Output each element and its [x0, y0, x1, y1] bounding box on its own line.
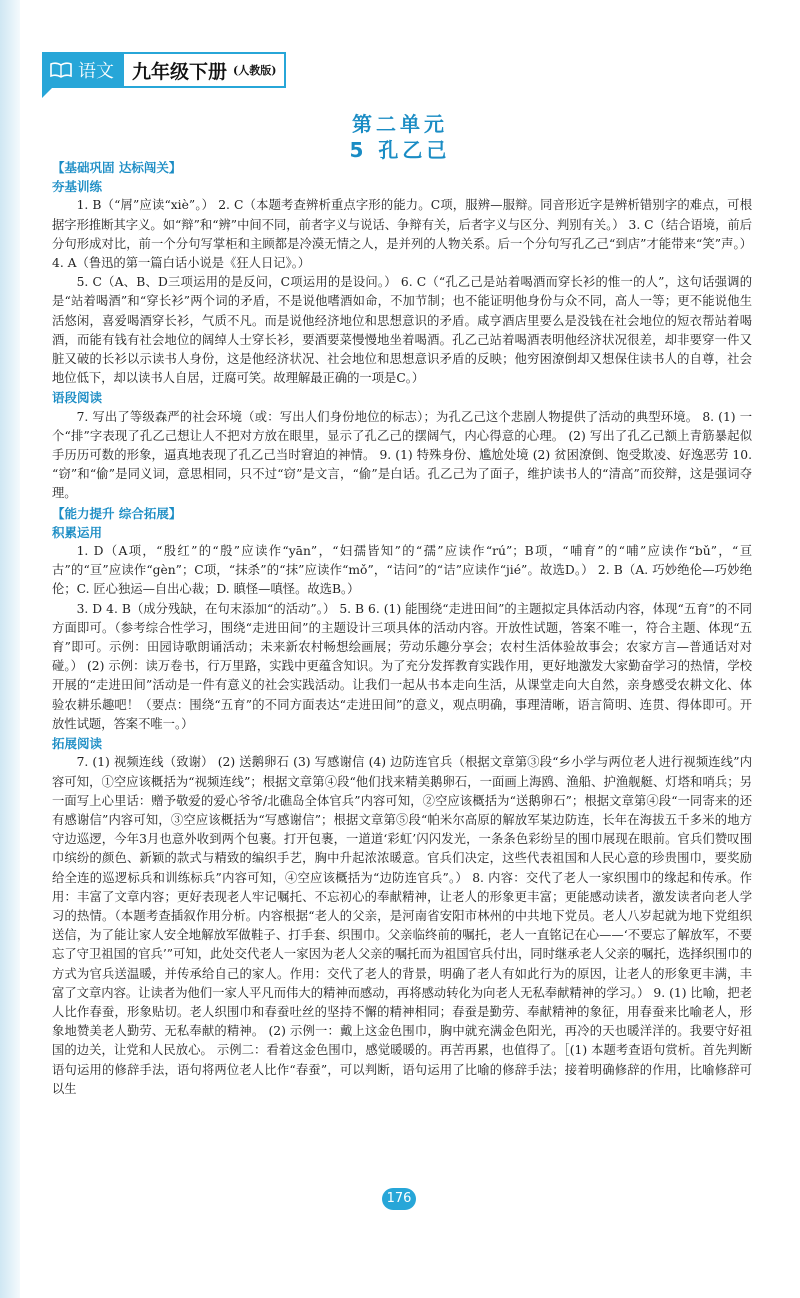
answer-paragraph: 1. B（“屑”应读“xiè”。） 2. C（本题考查辨析重点字形的能力。C项，服辨—服辩。同音形近字是辨析错别字的难点，可根据字形推断其字义。如“辩”和“辨”中间不同，前者字义与说话、争辩有关，后者字义与区分、判别有关。） 3. C（结合语境，前后分句形成对比，前一个分句写掌柜和主顾都是冷漠无情之人，是并列的人物关系。后一个分句写孔乙己“到店”才能带来“笑”声。） 4. A（鲁迅的第一篇白话小说是《狂人日记》。） — [52, 198, 752, 271]
subsection-heading: 拓展阅读 — [52, 736, 103, 752]
answer-section — [52, 158, 752, 388]
grade-label: 九年级下册 — [132, 60, 228, 83]
answer-section — [52, 388, 752, 503]
answer-section — [52, 734, 752, 1099]
subject-badge — [42, 52, 124, 88]
answer-paragraph: 7. 写出了等级森严的社会环境（或：写出人们身份地位的标志）；为孔乙己这个悲剧人物提供了活动的典型环境。 8. (1) 一个“排”字表现了孔乙己想让人不把对方放在眼里，显示了孔乙己的摆阔气，内心得意的心理。 (2) 写出了孔乙己额上青筋暴起似手历历可数的形象，逼真地表现了孔乙己当时窘迫的神情。 9. (1) 特殊身份、尴尬处境 (2) 贫困潦倒、饱受欺凌、好逸恶劳 10. “窃”和“偷”是同义词，意思相同，只不过“窃”是文言，“偷”是白话。孔乙己为了面子，维护读书人的“清高”而狡辩，这是强词夺理。 — [52, 409, 752, 501]
open-book-icon — [50, 62, 72, 78]
answer-section — [52, 504, 752, 734]
subsection-heading: 语段阅读 — [52, 390, 103, 406]
subject-label: 语文 — [78, 61, 114, 82]
header-tab-corner — [42, 88, 52, 98]
section-bar-label: 【基础巩固 达标闯关】 — [52, 160, 182, 175]
subsection-heading: 夯基训练 — [52, 179, 103, 195]
answer-content — [52, 158, 752, 1099]
answer-paragraph: 1. D（A项，“殷红”的“殷”应读作“yān”，“妇孺皆知”的“孺”应读作“rú”；B项，“哺育”的“哺”应读作“bǔ”，“亘古”的“亘”应读作“gèn”；C项，“抹杀”的“抹”应读作“mǒ”，“诘问”的“诘”应读作“jié”。故选D。） 2. B（A. 巧妙绝伦—巧妙绝伦；C. 匠心独运—自出心裁；D. 瞋怪—嗔怪。故选B。） — [52, 544, 752, 597]
page-header — [42, 52, 286, 88]
unit-title: 第二单元 — [352, 112, 448, 136]
section-bar-label: 【能力提升 综合拓展】 — [52, 505, 182, 521]
left-margin-stripe — [0, 0, 20, 1298]
answer-paragraph: 5. C（A、B、D三项运用的是反问，C项运用的是设问。） 6. C（“孔乙己是站着喝酒而穿长衫的惟一的人”，这句话强调的是“站着喝酒”和“穿长衫”两个词的矛盾，不是说他嗜酒如命，不加节制；也不能证明他身份与众不同，高人一等；更不能说他生活悠闲，喜爱喝酒穿长衫，气质不凡。而是说他经济地位和思想意识的矛盾。咸亨酒店里要么是没钱在社会地位的短衣帮站着喝酒，而能有钱有社会地位的阔绰人士穿长衫，要酒要菜慢慢地坐着喝酒。孔乙己站着喝酒表明他经济状况很差，却非要穿一件又脏又破的长衫以示读书人身份，这是他经济状况、社会地位和思想意识矛盾的反映；他穷困潦倒却又想保住读书人的自尊，社会地位低下，却以读书人自居，迂腐可笑。故理解最正确的一项是C。） — [52, 275, 752, 386]
answer-paragraph: 3. D 4. B（成分残缺，在句末添加“的活动”。） 5. B 6. (1) 能围绕“走进田间”的主题拟定具体活动内容，体现“五育”的不同方面即可。（参考综合性学习，围绕“走进田间”的主题设计三项具体的活动内容。开放性试题，答案不唯一，符合主题、体现“五育”即可。示例：田园诗歌朗诵活动；未来新农村畅想绘画展；劳动乐趣分享会；农村生活体验故事会；农家方言—普通话对对碰。） (2) 示例：读万卷书，行万里路，实践中更蕴含知识。为了充分发挥教育实践作用，更好地激发大家勤奋学习的热情，学校开展的“走进田间”活动是一件有意义的社会实践活动。让我们一起从书本走向生活，从课堂走向大自然，亲身感受农耕文化、体验农耕乐趣吧！（要点：围绕“五育”的不同方面表达“走进田间”的意义，观点明确，事理清晰，语言简明、连贯、得体即可。开放性试题，答案不唯一。） — [52, 601, 752, 731]
answer-paragraph: 7. (1) 视频连线（致谢） (2) 送鹅卵石 (3) 写感谢信 (4) 边防连官兵（根据文章第③段“乡小学与两位老人进行视频连线”内容可知，①空应该概括为“视频连线”；根据文章第④段“他们找来精美鹅卵石，一面画上海鸥、渔船、护渔舰艇、灯塔和哨兵；另一面写上心里话：赠予敬爱的爱心爷爷/北礁岛全体官兵”内容可知，②空应该概括为“送鹅卵石”；根据文章第④段“一同寄来的还有感谢信”内容可知，③空应该概括为“写感谢信”；根据文章第⑤段“帕米尔高原的解放军某边防连，长年在海拔五千多米的地方守边巡逻，今年3月也意外收到两个包裹。打开包裹，一道道‘彩虹’闪闪发光，一条条色彩纷呈的围巾展现在眼前。官兵们赞叹围巾缤纷的颜色、新颖的款式与精致的编织手艺，胸中升起浓浓暖意。官兵们决定，这些代表祖国和人民心意的珍贵围巾，要奖励给全连的巡逻标兵和训练标兵”内容可知，④空应该概括为“边防连官兵”。） 8. 内容：交代了老人一家织围巾的缘起和传承。作用：丰富了文章内容；更好表现老人牢记嘱托、不忘初心的奉献精神，让老人的形象更丰富；更能感动读者，激发读者向老人学习的热情。（本题考查插叙作用分析。内容根据“老人的父亲，是河南省安阳市林州的中共地下党员。老人八岁起就为地下党组织送信，为了能让家人安全地解放军做鞋子、打手套、织围巾。父亲临终前的嘱托，老人一直铭记在心——‘不要忘了解放军，不要忘了守卫祖国的官兵’”可知，此处交代老人一家因为老人父亲的嘱托而为祖国官兵付出，同时继承老人父亲的嘱托，选择织围巾的方式为官兵送温暖，并传承给自己的家人。作用：交代了老人的背景，明确了老人有如此行为的原因，让老人的形象更丰满，丰富了文章内容。让读者为他们一家人平凡而伟大的精神而感动，再将感动转化为向老人无私奉献精神的学习。） 9. (1) 比喻，把老人比作春蚕，形象贴切。老人织围巾和春蚕吐丝的坚持不懈的精神相同；春蚕是勤劳、奉献精神的象征，用春蚕来比喻老人，形象地赞美老人勤劳、无私奉献的精神。 (2) 示例一：戴上这金色围巾，胸中就充满金色阳光，再冷的天也暖洋洋的。我要守好祖国的边关，让党和人民放心。 示例二：看着这金色围巾，感觉暖暖的。再苦再累，也值得了。［(1) 本题考查语句赏析。首先判断语句运用的修辞手法，语句将两位老人比作“春蚕”，可以判断，语句运用了比喻的修辞手法；接着明确修辞的作用，比喻修辞可以生 — [52, 755, 752, 1096]
page-number: 176 — [382, 1188, 416, 1210]
lesson-title: 5 孔乙己 — [349, 138, 451, 162]
grade-box — [124, 52, 286, 88]
edition-label: (人教版) — [233, 64, 277, 77]
subsection-heading: 积累运用 — [52, 524, 103, 540]
